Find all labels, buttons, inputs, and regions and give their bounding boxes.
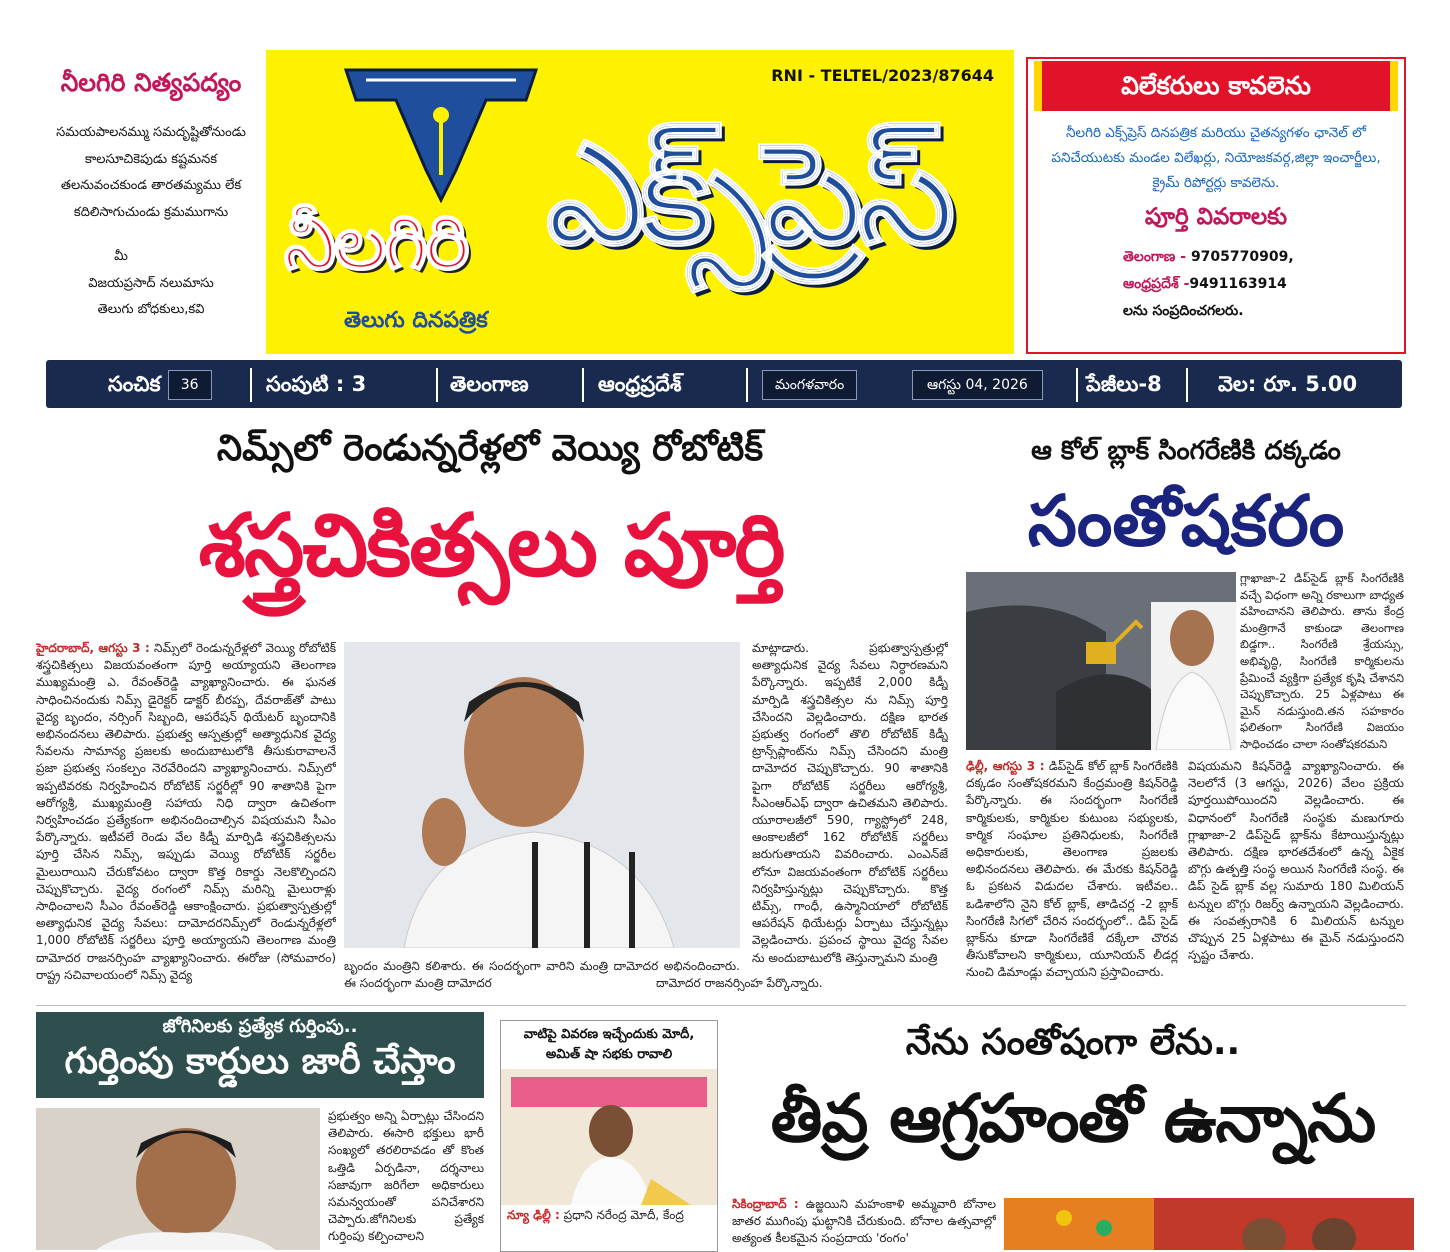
story1-column3-tail: దామోదర రాజనర్సింహ పేర్కొన్నారు. bbox=[656, 976, 823, 990]
divider bbox=[582, 368, 584, 402]
cm-portrait-image bbox=[344, 642, 740, 948]
story1-body: నిమ్స్‌లో రెండున్నరేళ్లలో వెయ్యి రోబోటిక్ శస్త్రచికిత్సలు విజయవంతంగా పూర్తి అయ్యాయని తెలంగాణ ముఖ్యమంత్రి ఎ. రేవంత్‌రెడ్డి వ్యాఖ్యానించారు. ఈ ఘనత సాధించినందుకు నిమ్స్ డైరెక్టర్ డాక్టర్ బీరప్ప, దేవరాజ్‌తో పాటు వైద్య బృందం, నర్సింగ్ సిబ్బంది, ఆపరేషన్ థియేటర్ బృందానికి అభినందనలు తెలిపారు. ప్రభుత్వ ఆస్పత్రుల్లో అత్యాధునిక వైద్య సేవలను సామాన్య ప్రజలకు అందుబాటులోకి తీసుకురావాలనే ప్రజా ప్రభుత్వ సంకల్పం నెరవేరిందని వ్యాఖ్యానించారు. నిమ్స్‌లో ఇప్పటివరకు నిర్వహించిన రోబోటిక్ సర్జరీల్లో 90 శాతానికి పైగా ఆరోగ్యశ్రీ, ముఖ్యమంత్రి సహాయ నిధి ద్వారా ఉచితంగా నిర్వహించడం ప్రత్యేకంగా అభినందించాల్సిన విషయమని సీఎం పేర్కొన్నారు. ఇటీవలే రెండు వేల కిడ్నీ మార్పిడి శస్త్రచికిత్సలను పూర్తి చేసిన నిమ్స్, ఇప్పుడు వెయ్యి రోబోటిక్ సర్జరీల మైలురాయిని చేరుకోవటం ద్వారా కొత్త రికార్డు నెలకొల్పిందని చెప్పుకొచ్చారు. వైద్య రంగంలో నిమ్స్ మరిన్ని మైలురాళ్లు సాధించాలని సీఎం రేవంత్‌రెడ్డి ఆకాంక్షించారు. ప్రభుత్వాస్పత్రుల్లో అత్యాధునిక వైద్య సేవలు: దామోదరనిమ్స్‌లో రెండున్నరేళ్లలో 1,000 రోబోటిక్ సర్జరీలు పూర్తి అయ్యాయని తెలంగాణ మంత్రి దామోదర రాజనర్సింహ వ్యాఖ్యానించారు. ఈరోజు (సోమవారం) రాష్ట్ర సచివాలయంలో నిమ్స్ వైద్య bbox=[36, 641, 336, 982]
ad-text: నీలగిరి ఎక్స్‌ప్రెస్ దినపత్రిక మరియు చైతన్యగళం ఛానెల్ లో పనిచేయుటకు మండల విలేఖర్లు, నియోజకవర్గ,జిల్లా ఇంచార్జీలు, క్రైమ్ రిపోర్టర్లు కావలెను. bbox=[1051, 125, 1381, 191]
pen-nib-icon bbox=[326, 60, 556, 210]
issue-date-value: ఆగస్టు 04, 2026 bbox=[912, 370, 1043, 400]
story4-kicker-text: వాటిపై వివరణ ఇచ్చేందుకు మోదీ, అమిత్ షా సభకు రావాలి bbox=[523, 1027, 695, 1062]
issue-number bbox=[108, 360, 212, 408]
story3-column: ప్రభుత్వం అన్ని ఏర్పాట్లు చేసిందని తెలిపారు. ఈసారి భక్తులు భారీ సంఖ్యలో తరలిరావడం తో కొంత ఒత్తిడి ఏర్పడినా, దర్శనాలు సజావుగా జరిగేలా అధికారులు సమన్వయంతో పనిచేశారని చెప్పారు.జోగినిలకు ప్రత్యేక గుర్తింపు కల్పించాలని bbox=[328, 1109, 484, 1244]
section-divider bbox=[36, 1005, 1406, 1006]
poem-author: విజయప్రసాద్ నలుమాసు bbox=[88, 275, 214, 291]
volume: సంపుటి : 3 bbox=[266, 372, 367, 396]
divider bbox=[1186, 368, 1188, 402]
story4-dateline: న్యూ ఢిల్లీ : bbox=[507, 1208, 560, 1222]
issue-date bbox=[912, 360, 1043, 408]
ad-subheading: పూర్తి వివరాలకు bbox=[1144, 204, 1288, 230]
masthead-name-part1: నీలగిరి bbox=[284, 200, 468, 286]
ad-contact-tail: లను సంప్రదించగలరు. bbox=[1123, 303, 1244, 319]
story1-caption: బృందం మంత్రిని కలిశారు. ఈ సందర్భంగా వారిని మంత్రి దామోదర అభినందించారు. ఈ సందర్భంగా మంత్రి దామోదర bbox=[344, 959, 740, 991]
masthead-banner bbox=[266, 50, 1014, 354]
weekday-value: మంగళవారం bbox=[762, 370, 857, 400]
poem-line: కదిలిసాగుచుండు క్రమముగాను bbox=[73, 204, 229, 220]
story3-headline: గుర్తింపు కార్డులు జారీ చేస్తాం bbox=[64, 1041, 456, 1082]
story2-photo bbox=[966, 572, 1236, 750]
divider bbox=[250, 368, 252, 402]
story3-kicker: జోగినిలకు ప్రత్యేక గుర్తింపు.. bbox=[162, 1016, 358, 1037]
story5-photo bbox=[1004, 1198, 1414, 1250]
story4-photo bbox=[501, 1069, 717, 1205]
story2-column-left bbox=[966, 758, 1178, 988]
story4-box bbox=[500, 1020, 718, 1252]
poem-line: కాలసూచికెపుడు కష్టమనక bbox=[85, 151, 217, 167]
ad-contact-telangana bbox=[1123, 244, 1404, 271]
divider bbox=[436, 368, 438, 402]
rni-number: RNI - TELTEL/2023/87644 bbox=[771, 66, 994, 85]
story4-text: ప్రధాని నరేంద్ర మోదీ, కేంద్ర bbox=[563, 1208, 684, 1222]
story1-headline: శస్త్రచికిత్సలు పూర్తి bbox=[198, 496, 784, 596]
story2-body: డిప్‌సైడ్ కోల్ బ్లాక్ సింగరేణికి దక్కడం సంతోషకరమని కేంద్రమంత్రి కిషన్‌రెడ్డి పేర్కొన్నారు. ఈ సందర్భంగా సింగరేణి కార్మికులకు, కార్మికుల కుటుంబ సభ్యులకు, కార్మిక సంఘాల ప్రతినిధులకు, సింగరేణి అధికారులకు, తెలంగాణ ప్రజలకు అభినందనలు తెలిపారు. ఈ మేరకు కిషన్‌రెడ్డి ఓ ప్రకటన విడుదల చేశారు. ఇటీవల.. ఒడిశాలోని నైని కోల్ బ్లాక్, తాడిచర్ల -2 బ్లాక్ సింగరేణి సిగలో చేరిన సందర్భంలో.. డిప్ సైడ్ బ్లాక్‌ను కూడా సింగరేణికే దక్కేలా చొరవ తీసుకోవాలని కార్మికులు, యూనియన్ లీడర్ల నుంచి డిమాండ్లు వచ్చాయని ప్రస్తావించారు. bbox=[966, 759, 1178, 980]
poem-author-role: తెలుగు బోధకులు,కవి bbox=[97, 302, 205, 317]
divider bbox=[746, 368, 748, 402]
masthead-tagline: తెలుగు దినపత్రిక bbox=[344, 308, 488, 333]
ad-contact-label: ఆంధ్రప్రదేశ్ - bbox=[1123, 276, 1190, 292]
story2-dateline: ఢిల్లీ, ఆగస్టు 3 : bbox=[966, 759, 1045, 773]
ad-contact-number: 9705770909, bbox=[1190, 249, 1294, 265]
story1-photo bbox=[344, 642, 740, 948]
issue-label: సంచిక bbox=[108, 372, 161, 396]
bonalu-festival-image bbox=[1004, 1198, 1414, 1250]
story2-column-top: గ్లాఖాజా-2 డిప్‌సైడ్ బ్లాక్ సింగరేణికి వచ్చే విధంగా అన్ని రకాలుగా బాధ్యత వహించానని తెలిపారు. తాను కేంద్ర మంత్రిగానే కాకుండా తెలంగాణ బిడ్డగా.. సింగరేణి శ్రేయస్సు, అభివృద్ధి, సింగరేణి కార్మికులను ప్రేమించే వ్యక్తిగా ప్రత్యేక కృషి చేశానని చెప్పుకొచ్చారు. 25 ఏళ్లపాటు ఈ మైన్ నడుస్తుంది.తన సహకారం ఫలితంగా సింగరేణి విజయం సాధించడం చాలా సంతోషకరమని bbox=[1240, 571, 1404, 751]
ad-contact-andhra bbox=[1123, 271, 1404, 298]
divider bbox=[1076, 368, 1078, 402]
ad-contact-number: 9491163914 bbox=[1189, 276, 1287, 292]
story2-kicker: ఆ కోల్ బ్లాక్ సింగరేణికి దక్కడం bbox=[1031, 436, 1341, 466]
story2-headline: సంతోషకరం bbox=[1027, 480, 1345, 562]
leader-speaking-image bbox=[501, 1069, 717, 1205]
reporters-wanted-ad bbox=[1026, 57, 1406, 354]
page-count: పేజీలు-8 bbox=[1086, 372, 1162, 396]
story5-column bbox=[732, 1196, 996, 1250]
issue-info-strip bbox=[46, 360, 1402, 408]
story3-photo bbox=[36, 1108, 320, 1250]
ad-heading: విలేకరులు కావలెను bbox=[1034, 61, 1398, 111]
masthead-name-part2: ఎక్స్‌ప్రెస్ bbox=[546, 113, 950, 276]
story2-column-right: విషయమని కిషన్‌రెడ్డి వ్యాఖ్యానించారు. ఈ నెలలోనే (3 ఆగస్టు, 2026) వేలం ప్రక్రియ పూర్తయిపోయిందని వెల్లడించారు. ఈ విధానంలో సింగరేణి సంస్థకు మణుగూరు గ్లాఖాజా-2 డిప్‌సైడ్ బ్లాక్‌ను కేటాయిస్తున్నట్లు తెలిపారు. దక్షిణ భారతదేశంలో ఉన్న ఏకైక బొగ్గు ఉత్పత్తి సంస్థ అయిన సింగరేణి సంస్థ. ఈ డిప్ సైడ్ బ్లాక్ వల్ల సుమారు 180 మిలియన్ టన్నుల బొగ్గు రిజర్వ్ ఉన్నాయని వెల్లడించారు. ఈ సంవత్సరానికి 6 మిలియన్ టన్నుల చొప్పున 25 ఏళ్లపాటు ఈ మైన్ నడుస్తుందని స్పష్టం చేశారు. bbox=[1188, 759, 1404, 963]
story4-body bbox=[501, 1205, 717, 1226]
story1-column3: మాట్లాడారు. ప్రభుత్వాస్పత్రుల్లో అత్యాధునిక వైద్య సేవలు నిర్ధారణమని పేర్కొన్నారు. ఇప్పటికే 2,000 కిడ్నీ మార్పిడి శస్త్రచికిత్సల ను నిమ్స్ పూర్తి చేసిందని వెల్లడించారు. దక్షిణ భారత ప్రభుత్వ రంగంలో తొలి రోబోటిక్ కిడ్నీ ట్రాన్స్‌ప్లాంట్‌ను నిమ్స్ చేసిందని మంత్రి దామోదర చెప్పుకొచ్చారు. 90 శాతానికి పైగా రోబోటిక్ సర్జరీలు ఆరోగ్యశ్రీ, సీఎంఆర్‌ఎఫ్ ద్వారా ఉచితమని తెలిపారు. యూరాలజీలో 590, గ్యాస్ట్రోలో 248, ఆంకాలజీలో 162 రోబోటిక్ సర్జరీలు జరుగుతాయని వివరించారు. ఎంఎన్‌జే లోనూ విజయవంతంగా రోబోటిక్ సర్జరీలు నిర్వహిస్తున్నట్లు చెప్పుకొచ్చారు. కొత్త టిమ్స్, గాంధీ, ఉస్మానియాలో రోబోటిక్ ఆపరేషన్ థియేటర్లు ఏర్పాటు చేస్తున్నట్లు వెల్లడించారు. ప్రపంచ స్థాయి వైద్య సేవల ను అందుబాటులోకి తెస్తున్నామని మంత్రి bbox=[752, 641, 948, 965]
price: వెల: రూ. 5.00 bbox=[1218, 372, 1358, 396]
poem-mee: మీ bbox=[114, 249, 128, 264]
poem-line: తలనువంచకుండ తారతమ్యము లేక bbox=[60, 178, 242, 193]
edition-andhra: ఆంధ్రప్రదేశ్ bbox=[598, 372, 682, 396]
story5-headline: తీవ్ర ఆగ్రహంతో ఉన్నాను bbox=[770, 1080, 1376, 1157]
story1-column1 bbox=[36, 640, 336, 990]
story5-kicker: నేను సంతోషంగా లేను.. bbox=[905, 1022, 1241, 1063]
minister-portrait-image bbox=[36, 1108, 320, 1250]
story5-body: ఉజ్జయిని మహంకాళి అమ్మవారి బోనాల జాతర ముగింపు ఘట్టానికి చేరుకుంది. బోనాల ఉత్సవాల్లో అత్యంత కీలకమైన సంప్రదాయ 'రంగం' bbox=[732, 1197, 996, 1246]
story1-kicker: నిమ్స్‌లో రెండున్నరేళ్లలో వెయ్యి రోబోటిక్ bbox=[216, 428, 764, 469]
ad-contact-label: తెలంగాణ - bbox=[1123, 249, 1191, 265]
edition-telangana: తెలంగాణ bbox=[450, 372, 529, 396]
story4-kicker bbox=[501, 1021, 717, 1069]
story3-header-box bbox=[36, 1012, 484, 1098]
story5-dateline: సికింద్రాబాద్ : bbox=[732, 1197, 799, 1211]
poem-title: నీలగిరి నిత్యపద్యం bbox=[60, 68, 242, 97]
issue-number-value: 36 bbox=[168, 370, 212, 400]
coal-mine-image bbox=[966, 572, 1236, 750]
poem-box bbox=[40, 50, 262, 350]
story1-dateline: హైదరాబాద్, ఆగస్టు 3 : bbox=[36, 641, 150, 655]
weekday bbox=[762, 360, 857, 408]
poem-line: సమయపాలనమ్ము సమదృష్టితోనుండు bbox=[56, 125, 246, 140]
